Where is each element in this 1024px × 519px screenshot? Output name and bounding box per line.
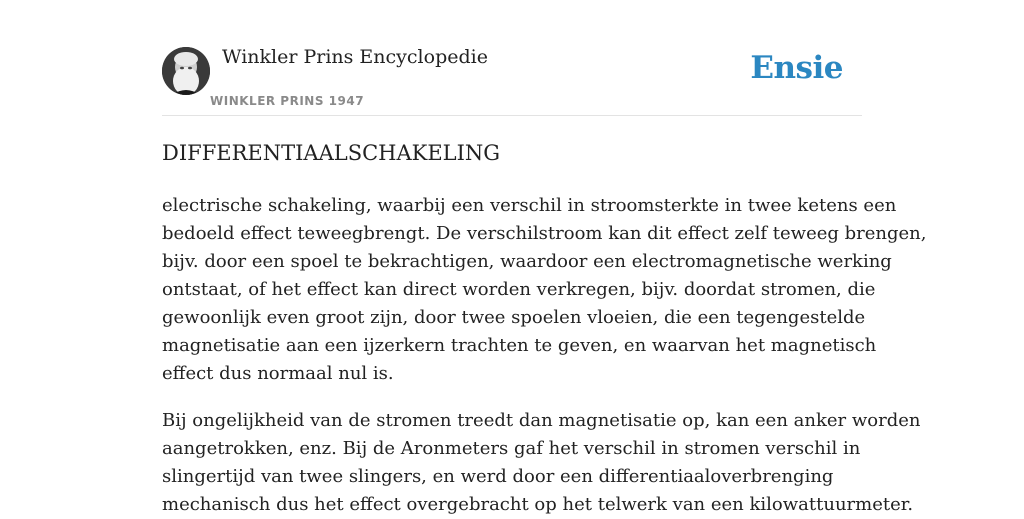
page-container xyxy=(162,0,927,515)
brand-logo[interactable]: Ensie xyxy=(750,50,843,86)
portrait-avatar-graphic xyxy=(162,47,210,95)
paragraph-line: magnetisatie aan een ijzerkern trachten te geven, en waarvan het magnetisch xyxy=(162,335,877,356)
paragraph-line: Bij ongelijkheid van de stromen treedt dan magnetisatie op, kan een anker worden xyxy=(162,410,921,431)
article-paragraph-1 xyxy=(162,192,927,388)
paragraph-line: bedoeld effect teweegbrengt. De verschilstroom kan dit effect zelf teweeg brengen, xyxy=(162,223,927,244)
paragraph-line: mechanisch dus het effect overgebracht op het telwerk van een kilowattuurmeter. xyxy=(162,494,914,515)
source-title[interactable]: Winkler Prins Encyclopedie xyxy=(222,46,488,68)
source-edition-label: WINKLER PRINS 1947 xyxy=(210,94,365,108)
paragraph-line: aangetrokken, enz. Bij de Aronmeters gaf het verschil in stromen verschil in xyxy=(162,438,861,459)
article-paragraph-2 xyxy=(162,407,921,519)
paragraph-line: slingertijd van twee slingers, en werd door een differentiaaloverbrenging xyxy=(162,466,834,487)
portrait-avatar-icon[interactable] xyxy=(162,47,210,95)
source-header xyxy=(162,0,862,116)
entry-title: DIFFERENTIAALSCHAKELING xyxy=(162,141,501,165)
paragraph-line: ontstaat, of het effect kan direct worden verkregen, bijv. doordat stromen, die xyxy=(162,279,876,300)
paragraph-line: bijv. door een spoel te bekrachtigen, waardoor een electromagnetische werking xyxy=(162,251,892,272)
paragraph-line: effect dus normaal nul is. xyxy=(162,363,394,384)
paragraph-line: electrische schakeling, waarbij een verschil in stroomsterkte in twee ketens een xyxy=(162,195,897,216)
paragraph-line: gewoonlijk even groot zijn, door twee spoelen vloeien, die een tegengestelde xyxy=(162,307,866,328)
